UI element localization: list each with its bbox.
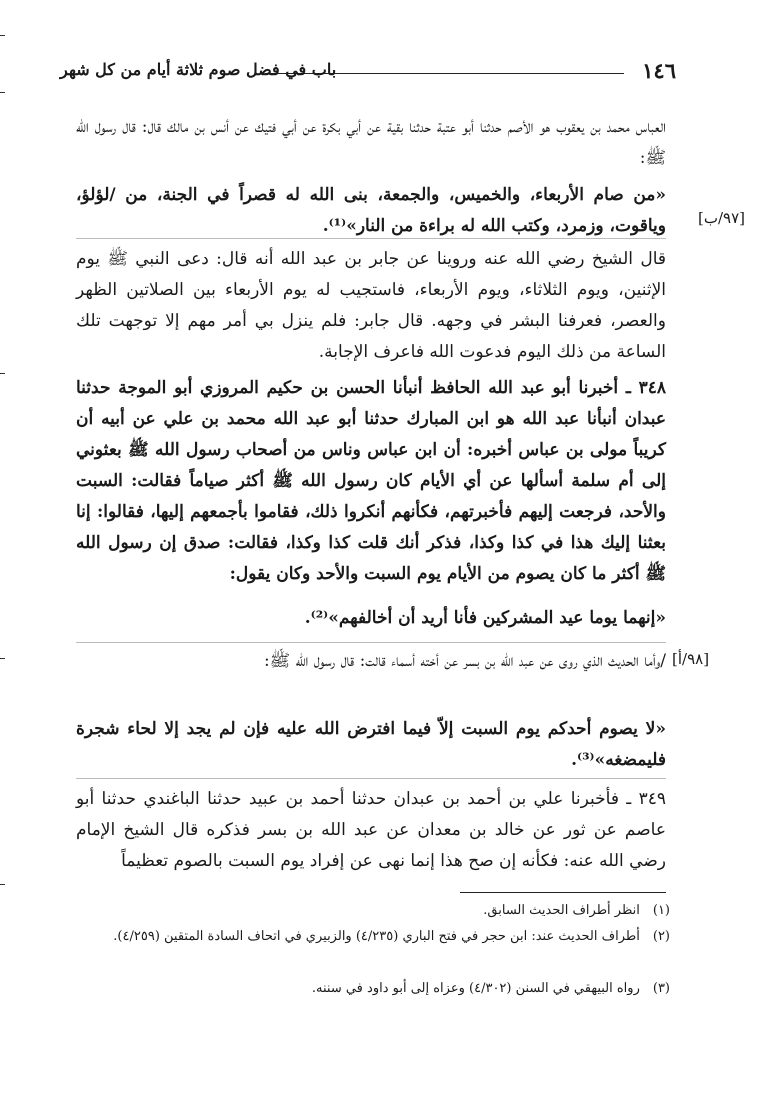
hadith-quote-3: «لا يصوم أحدكم يوم السبت إلاّ فيما افترض الله عليه فإن لم يجد إلا لحاء شجرة فليمضغه»⁽³⁾.	[76, 719, 666, 770]
margin-note-97b: [٩٧/ب]	[698, 209, 746, 227]
footnote-1	[76, 900, 670, 922]
footnote-text: أطراف الحديث عند: ابن حجر في فتح الباري (٤/٢٣٥) والزبيري في اتحاف السادة المتقين (٤/٢٥٩).	[113, 929, 640, 944]
section-divider	[76, 642, 666, 643]
hadith-1: «من صام الأربعاء، والخميس، والجمعة، بنى الله له قصراً في الجنة، من /لؤلؤ، وياقوت، وزمرد، وكتب الله له براءة من النار»⁽¹⁾.	[76, 185, 666, 236]
hadith-348: ٣٤٨ ـ أخبرنا أبو عبد الله الحافظ أنبأنا الحسن بن حكيم المروزي أبو الموجة حدثنا عبدان أنبأنا عبد الله هو ابن المبارك حدثنا أبو عبد الله محمد بن علي عن أبيه أن كريباً مولى بن عباس أخبره: أن ابن عباس وناس من أصحاب رسول الله ﷺ بعثوني إلى أم سلمة أسألها عن أي الأيام كان رسول الله ﷺ أكثر صياماً فقالت: السبت والأحد، فرجعت إليهم فأخبرتهم، فكأنهم أنكروا ذلك، فقاموا بأجمعهم إليها، فقالوا: إنا بعثنا إليك هذا في كذا وكذا، فذكر أنك قلت كذا وكذا، فقالت: صدق إن رسول الله ﷺ أكثر ما كان يصوم من الأيام يوم السبت والأحد وكان يقول:	[76, 378, 666, 584]
edge-mark	[0, 92, 5, 93]
paragraph-2: قال الشيخ رضي الله عنه وروينا عن جابر بن عبد الله أنه قال: دعى النبي ﷺ يوم الإثنين، ويوم الثلاثاء، ويوم الأربعاء، فاستجيب له يوم الأربعاء بين الصلاتين الظهر والعصر، فعرفنا البشر في وجهه. قال جابر: فلم ينزل بي أمر مهم إلا توجهت تلك الساعة من ذلك اليوم فدعوت الله فاعرف الإجابة.	[76, 249, 666, 362]
footnote-number: (٣)	[652, 981, 670, 996]
edge-mark	[0, 658, 5, 659]
footnote-text: انظر أطراف الحديث السابق.	[483, 903, 640, 918]
paragraph-1: العباس محمد بن يعقوب هو الأصم حدثنا أبو عتبة حدثنا بقية عن أبي بكرة عن أبي فتيك عن أنس بن مالك قال: قال رسول الله ﷺ:	[76, 117, 666, 168]
hadith-quote-2: «إنهما يوما عيد المشركين فأنا أريد أن أخالفهم»⁽²⁾.	[304, 608, 666, 628]
margin-note-98a: [٩٨/أ]	[672, 650, 710, 668]
footnote-number: (١)	[652, 903, 670, 918]
hadith-349: ٣٤٩ ـ فأخبرنا علي بن أحمد بن عبدان حدثنا أحمد بن عبيد حدثنا الباغندي حدثنا أبو عاصم عن ثور عن خالد بن معدان عن عبد الله بن بسر فذكره قال الشيخ الإمام رضي الله عنه: فكأنه إن صح هذا إنما نهى عن إفراد يوم السبت بالصوم تعظيماً	[76, 789, 666, 871]
running-title: باب في فضل صوم ثلاثة أيام من كل شهر	[60, 60, 337, 79]
section-divider	[76, 778, 666, 779]
footnote-2	[76, 926, 670, 948]
edge-mark	[0, 373, 5, 374]
page-header	[60, 58, 676, 88]
edge-mark	[0, 35, 5, 36]
paragraph-3: /وأما الحديث الذي روى عن عبد الله بن بسر عن أخته أسماء قالت: قال رسول الله ﷺ:	[263, 651, 666, 671]
footnote-3	[76, 978, 670, 1000]
footnote-separator	[460, 892, 666, 893]
footnote-number: (٢)	[652, 929, 670, 944]
section-divider	[76, 238, 666, 239]
page-number: ١٤٦	[642, 58, 676, 83]
edge-mark	[0, 884, 5, 885]
footnote-text: رواه البيهقي في السنن (٤/٣٠٢) وعزاه إلى أبو داود في سننه.	[311, 981, 640, 996]
